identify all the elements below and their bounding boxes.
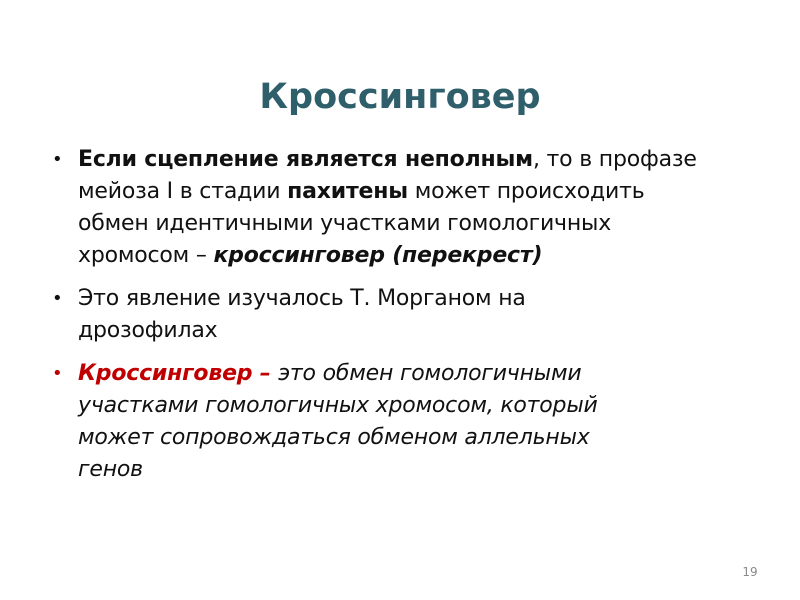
page-number: 19 [742, 565, 758, 579]
bullet-dot-icon: • [52, 149, 63, 170]
bullet-dot-icon: • [52, 288, 63, 309]
bullet-item-morgan [48, 283, 758, 347]
bullet-dot-icon: • [52, 363, 63, 384]
bullet-item-incomplete-linkage [48, 144, 758, 272]
body-text-continuation: может происходить обмен идентичными участками гомологичных хромосом – [78, 179, 645, 268]
bullet-text [78, 144, 758, 272]
term-text: кроссинговер (перекрест) [213, 243, 543, 268]
definition-text [78, 358, 758, 486]
bullet-text: Это явление изучалось Т. Морганом на дрозофилах [78, 286, 526, 343]
slide-title: Кроссинговер [259, 77, 541, 118]
body-text: , то в профазе мейоза I в стадии [78, 147, 697, 204]
definition-term: Кроссинговер – [78, 361, 279, 386]
bullet-list [48, 144, 758, 497]
bold-lead-text: Если сцепление является неполным [78, 147, 533, 172]
bullet-item-definition [48, 358, 758, 486]
emphasis-text: пахитены [287, 179, 408, 204]
definition-body: это обмен гомологичными участками гомологичных хромосом, который может сопровождаться обменом аллельных генов [78, 361, 598, 482]
